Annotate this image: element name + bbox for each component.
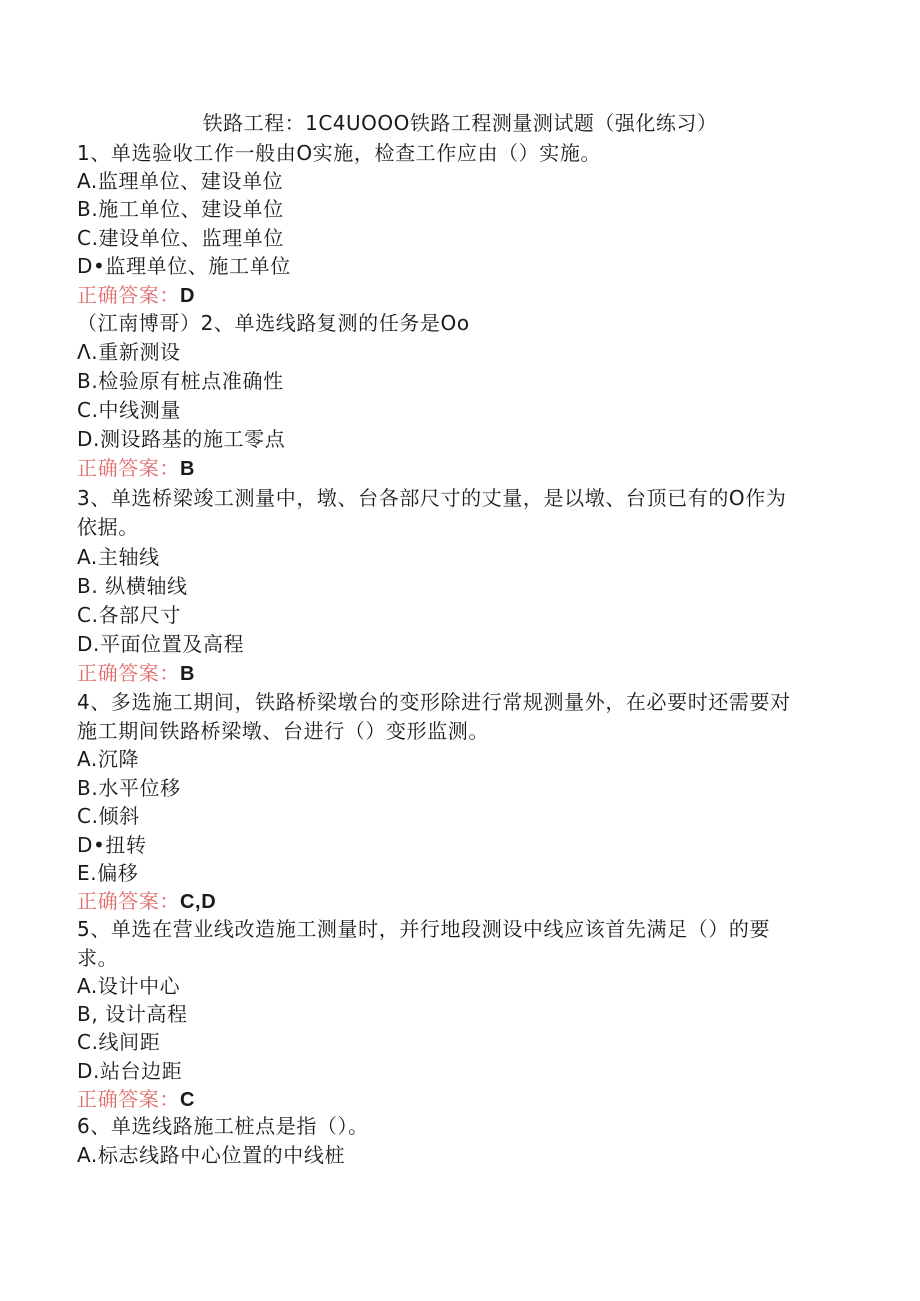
question-4-option-a: A.沉降 (77, 747, 140, 771)
question-4-stem-line-2: 施工期间铁路桥梁墩、台进行（）变形监测。 (77, 719, 489, 743)
question-1-answer (77, 281, 837, 311)
question-5-option-a: A.设计中心 (77, 974, 181, 998)
question-4-stem-line-1: 4、多选施工期间，铁路桥梁墩台的变形除进行常规测量外，在必要时还需要对 (77, 690, 791, 714)
question-4-option-b: B.水平位移 (77, 776, 181, 800)
question-4-answer (77, 887, 837, 917)
question-3-stem-line-1: 3、单选桥梁竣工测量中，墩、台各部尺寸的丈量，是以墩、台顶已有的O作为 (77, 486, 787, 510)
question-5-option-c: C.线间距 (77, 1030, 161, 1054)
question-2-answer (77, 454, 837, 484)
question-4-option-e: E.偏移 (77, 861, 139, 885)
answer-value: B (180, 663, 196, 685)
document-title: 铁路工程：1C4UOOO铁路工程测量测试题（强化练习） (202, 111, 718, 135)
answer-label: 正确答案： (77, 1087, 180, 1111)
question-5-option-d: D.站台边距 (77, 1059, 183, 1083)
question-2-stem: （江南博哥）2、单选线路复测的任务是Oo (77, 311, 470, 335)
answer-label: 正确答案： (77, 283, 180, 307)
answer-label: 正确答案： (77, 456, 180, 480)
question-1-option-a: A.监理单位、建设单位 (77, 169, 284, 193)
question-5-option-b: B, 设计高程 (77, 1002, 188, 1026)
question-3-answer (77, 659, 837, 689)
question-4-option-c: C.倾斜 (77, 804, 140, 828)
answer-value: D (180, 285, 196, 307)
question-5-stem-line-2: 求。 (77, 946, 119, 970)
answer-label: 正确答案： (77, 889, 180, 913)
question-5-answer (77, 1085, 837, 1115)
answer-value: B (180, 458, 196, 480)
question-1-option-c: C.建设单位、监理单位 (77, 226, 284, 250)
question-2-option-b: B.检验原有桩点准确性 (77, 369, 284, 393)
question-2-option-c: C.中线测量 (77, 398, 181, 422)
answer-value: C (180, 1089, 196, 1111)
question-1-option-b: B.施工单位、建设单位 (77, 197, 284, 221)
question-3-option-a: A.主轴线 (77, 545, 160, 569)
answer-value: C,D (180, 891, 217, 913)
question-3-option-c: C.各部尺寸 (77, 603, 181, 627)
question-2-option-a: Λ.重新测设 (77, 340, 181, 364)
question-2-option-d: D.测设路基的施工零点 (77, 427, 286, 451)
question-5-stem-line-1: 5、单选在营业线改造施工测量时，并行地段测设中线应该首先满足（）的要 (77, 917, 771, 941)
question-4-option-d: D•扭转 (77, 833, 147, 857)
question-3-option-b: B. 纵横轴线 (77, 574, 188, 598)
question-6-stem: 6、单选线路施工桩点是指（）。 (77, 1114, 369, 1138)
question-1-option-d: D•监理单位、施工单位 (77, 254, 291, 278)
question-3-stem-line-2: 依据。 (77, 515, 139, 539)
question-1-stem: 1、单选验收工作一般由O实施，检查工作应由（）实施。 (77, 141, 602, 165)
question-6-option-a: A.标志线路中心位置的中线桩 (77, 1143, 346, 1167)
question-3-option-d: D.平面位置及高程 (77, 632, 245, 656)
answer-label: 正确答案： (77, 661, 180, 685)
